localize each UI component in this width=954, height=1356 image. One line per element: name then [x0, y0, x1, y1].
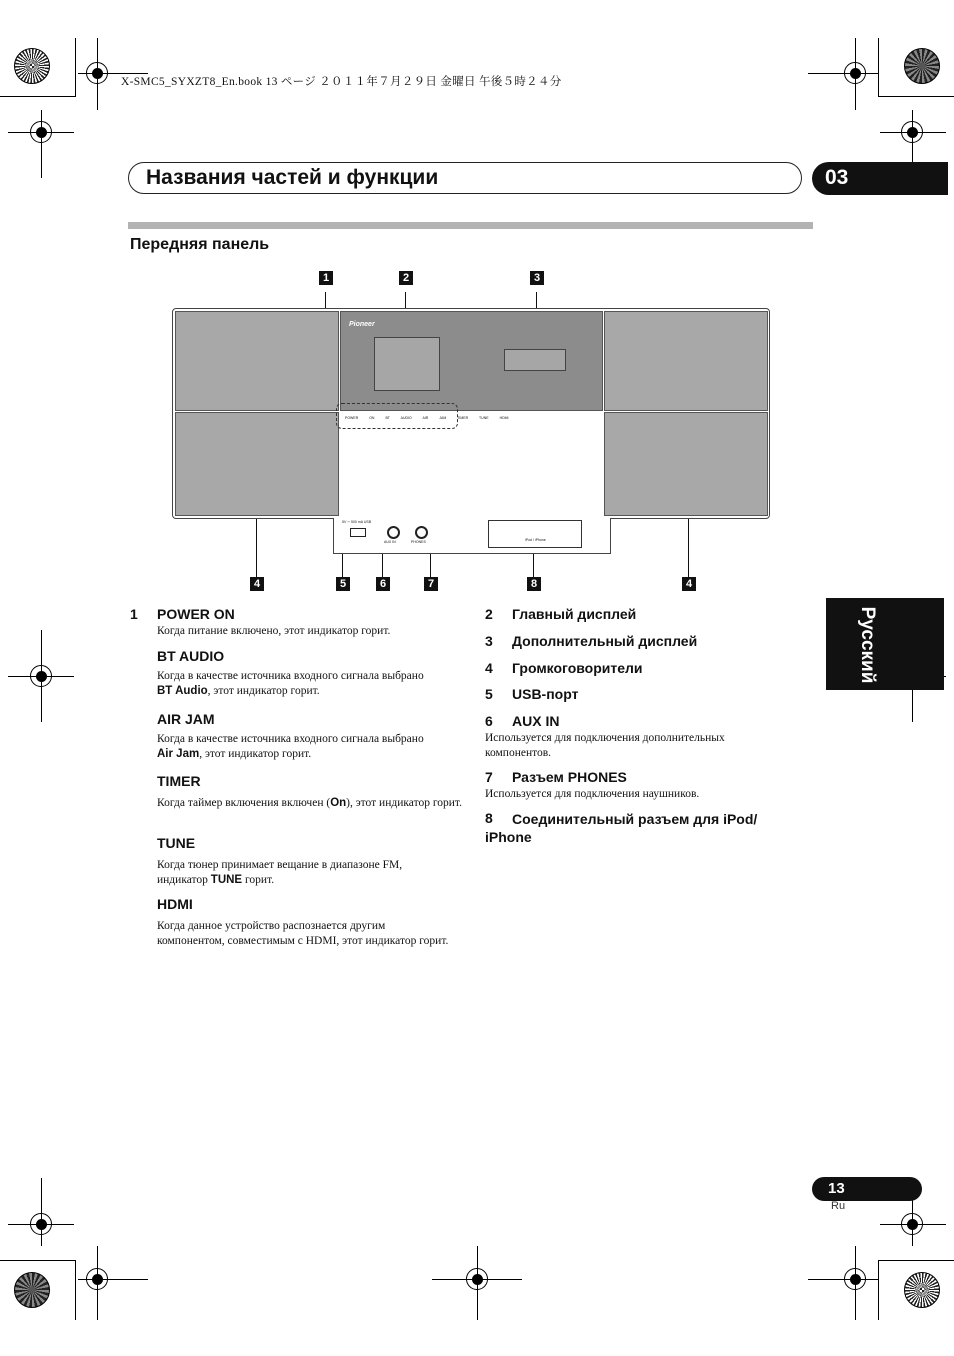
chapter-badge [812, 162, 948, 195]
language-tab [826, 598, 944, 690]
page-lang: Ru [831, 1200, 846, 1212]
phones-label: PHONES [411, 540, 426, 544]
item-timer-desc: Когда таймер включения включен (On), этот индикатор горит. [157, 797, 462, 809]
item-tune-desc: Когда тюнер принимает вещание в диапазоне FM, индикатор TUNE горит. [157, 859, 403, 886]
item-3-title: Дополнительный дисплей [512, 633, 698, 649]
page-number-badge [812, 1177, 922, 1201]
language-tab-label: Русский [857, 606, 878, 684]
item-bt-audio-title: BT AUDIO [157, 648, 225, 664]
item-power-on-title: POWER ON [157, 606, 235, 622]
item-5-title: USB-порт [512, 686, 579, 702]
item-1-number: 1 [130, 606, 138, 622]
item-bt-audio-desc: Когда в качестве источника входного сигнала выбрано BT Audio, этот индикатор горит. [157, 670, 424, 697]
speaker-top-right [604, 311, 768, 411]
usb-label: 5V ⎓ 500 mA USB [342, 520, 372, 524]
item-timer-title: TIMER [157, 773, 201, 789]
item-air-jam-title: AIR JAM [157, 711, 215, 727]
dock-label: iPod / iPhone [525, 538, 546, 542]
file-header: X-SMC5_SYXZT8_En.book 13 ページ ２０１１年７月２９日 金曜日 午後５時２４分 [121, 76, 562, 88]
aux-label: AUX IN [384, 540, 396, 544]
aux-jack-icon [387, 526, 400, 539]
callout-5: 5 [336, 577, 350, 591]
ipod-dock [488, 520, 582, 548]
item-8-number: 8 [485, 810, 493, 826]
indicator-row [336, 403, 509, 429]
page-title: Названия частей и функции [146, 166, 439, 189]
callout-4-right: 4 [682, 577, 696, 591]
item-6-number: 6 [485, 713, 493, 729]
item-4-number: 4 [485, 660, 493, 676]
indicator-tune: TUNE [479, 416, 489, 420]
indicator-labels [345, 416, 509, 420]
item-hdmi-title: HDMI [157, 896, 193, 912]
usb-port-icon [350, 528, 366, 537]
display-panel [340, 311, 603, 411]
callout-4-left: 4 [250, 577, 264, 591]
callout-1: 1 [319, 271, 333, 285]
brand-logo: Pioneer [349, 321, 375, 328]
front-panel-diagram [172, 268, 772, 598]
page-number: 13 [828, 1180, 845, 1197]
indicator-power-on: POWER ON [345, 416, 375, 420]
item-air-jam-desc: Когда в качестве источника входного сигнала выбрано Air Jam, этот индикатор горит. [157, 733, 424, 760]
item-6-title: AUX IN [512, 713, 560, 729]
item-7-number: 7 [485, 769, 493, 785]
item-power-on-desc: Когда питание включено, этот индикатор горит. [157, 625, 391, 637]
callout-8: 8 [527, 577, 541, 591]
indicator-air-jam: AIR JAM [422, 416, 447, 420]
speaker-bottom-left [175, 412, 339, 516]
speaker-top-left [175, 311, 339, 411]
phones-jack-icon [415, 526, 428, 539]
callout-2: 2 [399, 271, 413, 285]
item-tune-title: TUNE [157, 835, 196, 851]
speaker-bottom-right [604, 412, 768, 516]
section-title: Передняя панель [130, 236, 270, 253]
indicator-hdmi: HDMI [499, 416, 509, 420]
chapter-number: 03 [825, 166, 849, 189]
item-hdmi-desc: Когда данное устройство распознается другим компонентом, совместимым с HDMI, этот индикатор горит. [157, 920, 449, 947]
item-7-title: Разъем PHONES [512, 769, 627, 785]
item-2-number: 2 [485, 606, 493, 622]
item-2-title: Главный дисплей [512, 606, 637, 622]
indicator-timer: TIMER [457, 416, 469, 420]
callout-3: 3 [530, 271, 544, 285]
item-7-desc: Используется для подключения наушников. [485, 788, 700, 800]
item-3-number: 3 [485, 633, 493, 649]
callout-7: 7 [424, 577, 438, 591]
port-strip [333, 518, 611, 554]
main-display [374, 337, 440, 391]
item-5-number: 5 [485, 686, 493, 702]
sub-display [504, 349, 566, 371]
callout-6: 6 [376, 577, 390, 591]
item-8-title: Соединительный разъем для iPod/ iPhone [485, 811, 758, 845]
section-rule [128, 222, 813, 229]
item-6-desc: Используется для подключения дополнительных компонентов. [485, 732, 725, 759]
indicator-bt-audio: BT AUDIO [385, 416, 412, 420]
item-4-title: Громкоговорители [512, 660, 643, 676]
